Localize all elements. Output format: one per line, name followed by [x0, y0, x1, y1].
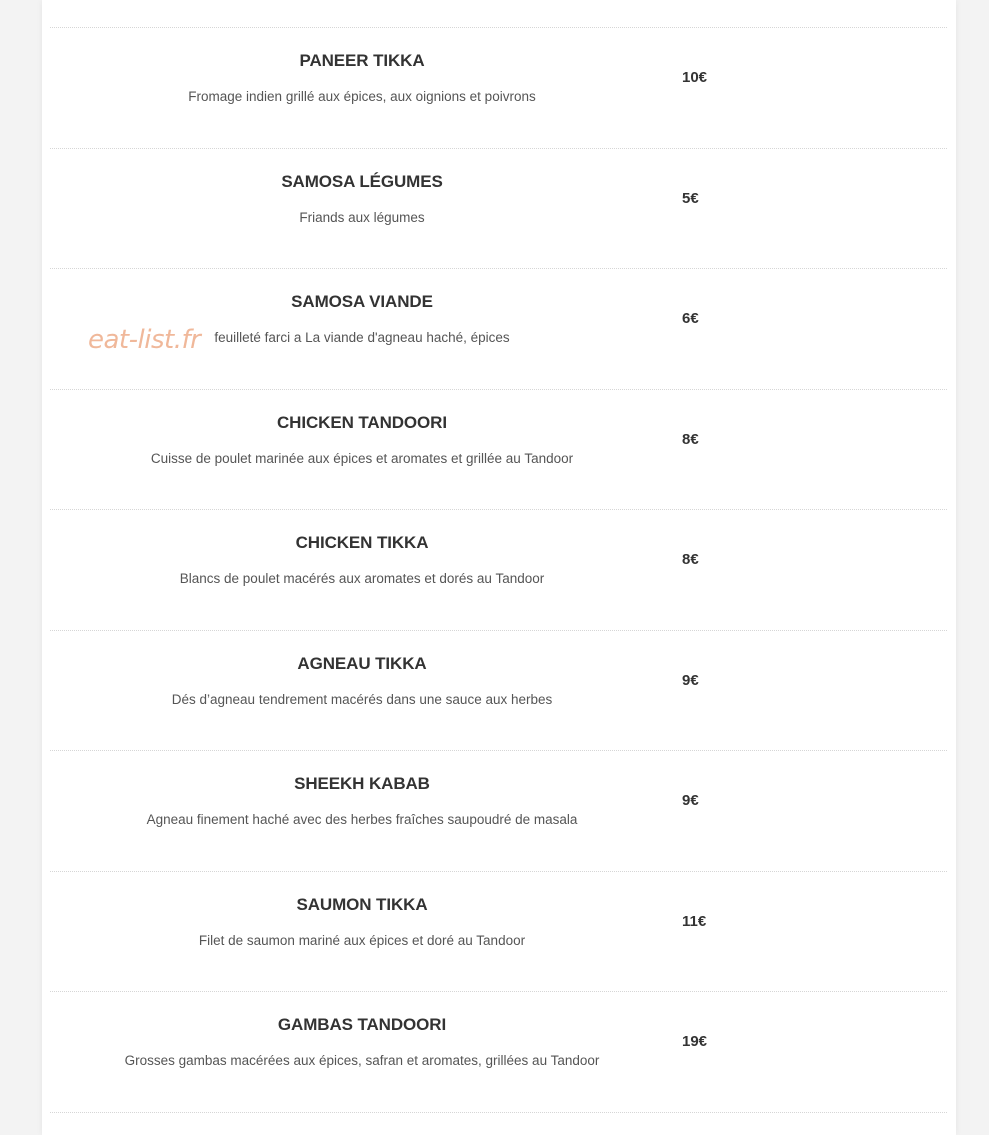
- item-description: Dés d’agneau tendrement macérés dans une sauce aux herbes: [171, 691, 553, 707]
- item-price: 8€: [682, 551, 699, 568]
- menu-page: [42, 0, 956, 1135]
- item-name: AGNEAU TIKKA: [297, 653, 427, 673]
- menu-item: [50, 269, 947, 390]
- item-name: SAMOSA LÉGUMES: [281, 171, 443, 191]
- item-name: SAMOSA VIANDE: [291, 292, 433, 311]
- item-price: 9€: [682, 792, 699, 809]
- item-price: 6€: [682, 310, 699, 327]
- item-description: Filet de saumon mariné aux épices et doré au Tandoor: [198, 932, 526, 948]
- menu-item: [50, 149, 947, 270]
- menu-item: [50, 510, 947, 631]
- menu-list: [50, 27, 947, 1113]
- item-price: 11€: [682, 912, 707, 930]
- item-name: CHICKEN TIKKA: [295, 533, 429, 552]
- item-price: 9€: [682, 671, 699, 689]
- item-name: GAMBAS TANDOORI: [277, 1015, 447, 1034]
- item-description: Friands aux légumes: [299, 209, 425, 225]
- item-name: CHICKEN TANDOORI: [277, 412, 447, 432]
- item-price: 8€: [682, 430, 699, 448]
- menu-item: [50, 631, 947, 752]
- menu-item: [50, 28, 947, 149]
- item-description: Cuisse de poulet marinée aux épices et aromates et grillée au Tandoor: [150, 450, 574, 466]
- item-description: feuilleté farci a La viande d'agneau haché, épices: [214, 330, 510, 345]
- item-description: Fromage indien grillé aux épices, aux oignions et poivrons: [188, 89, 536, 104]
- item-name: SAUMON TIKKA: [296, 894, 428, 914]
- menu-item: [50, 992, 947, 1113]
- item-price: 5€: [682, 189, 699, 207]
- menu-item: [50, 872, 947, 993]
- menu-item: [50, 390, 947, 511]
- item-description: Blancs de poulet macérés aux aromates et dorés au Tandoor: [179, 571, 545, 586]
- item-description: Grosses gambas macérées aux épices, safran et aromates, grillées au Tandoor: [124, 1053, 600, 1068]
- item-name: PANEER TIKKA: [299, 51, 425, 70]
- item-name: SHEEKH KABAB: [294, 774, 430, 793]
- item-price: 10€: [682, 69, 708, 86]
- item-description: Agneau finement haché avec des herbes fraîches saupoudré de masala: [146, 812, 578, 827]
- watermark-text: eat-list.fr: [88, 325, 201, 355]
- item-price: 19€: [682, 1033, 708, 1050]
- menu-item: [50, 751, 947, 872]
